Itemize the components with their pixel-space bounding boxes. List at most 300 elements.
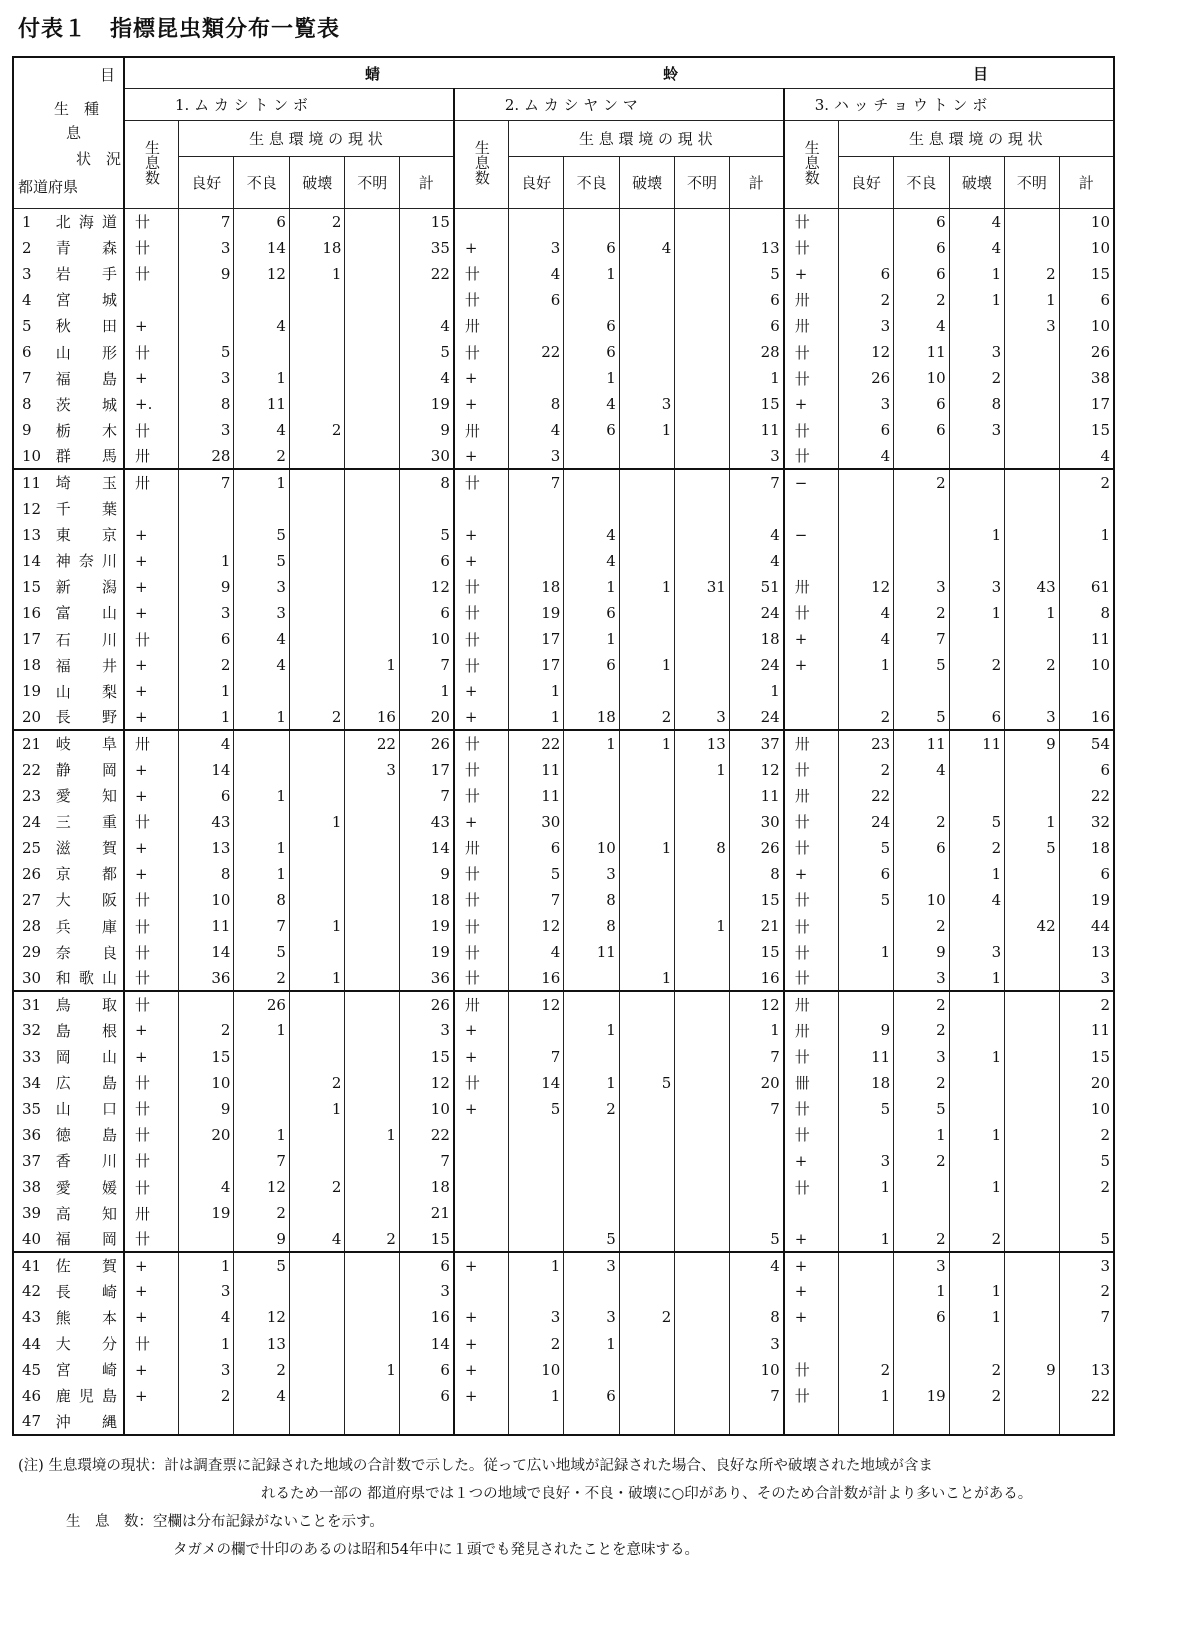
cell-s2-poor: 6: [564, 339, 620, 365]
cell-s1-unknown: [345, 1252, 399, 1278]
cell-s3-destroyed: 5: [949, 809, 1005, 835]
cell-s3-poor: 10: [894, 887, 950, 913]
cell-s1-total: 16: [399, 1304, 453, 1330]
cell-s3-unknown: [1005, 939, 1059, 965]
cell-s1-unknown: [345, 261, 399, 287]
table-row: [13, 809, 1114, 835]
cell-no: 18: [13, 652, 53, 678]
cell-s2-total: [729, 1409, 783, 1435]
cell-s2-count: +: [454, 548, 508, 574]
notes: [18, 1452, 1178, 1564]
cell-s2-total: 16: [729, 965, 783, 991]
cell-s1-destroyed: 2: [289, 704, 345, 730]
table-row: [13, 209, 1114, 235]
cell-s3-unknown: [1005, 1148, 1059, 1174]
cell-s1-unknown: [345, 1044, 399, 1070]
cell-s3-count: 卄: [784, 1044, 838, 1070]
species-3-env-col-4: 計: [1059, 157, 1114, 209]
cell-s3-total: 2: [1059, 1122, 1114, 1148]
cell-no: 38: [13, 1174, 53, 1200]
cell-s3-good: [838, 1409, 894, 1435]
cell-s2-good: 7: [508, 887, 564, 913]
cell-s3-count: 卌: [784, 1070, 838, 1096]
cell-s1-destroyed: [289, 1331, 345, 1357]
cell-s1-good: 5: [178, 339, 234, 365]
cell-s1-good: 8: [178, 391, 234, 417]
cell-pref: 滋 賀: [53, 835, 124, 861]
cell-s3-unknown: [1005, 365, 1059, 391]
cell-s2-poor: [564, 1409, 620, 1435]
cell-s3-count: 卄: [784, 1096, 838, 1122]
cell-s3-count: 卅: [784, 574, 838, 600]
cell-s3-destroyed: 1: [949, 1122, 1005, 1148]
cell-s1-good: 2: [178, 652, 234, 678]
cell-s1-count: +: [124, 756, 178, 782]
cell-s1-unknown: [345, 861, 399, 887]
cell-s3-good: [838, 1122, 894, 1148]
cell-s2-count: [454, 1122, 508, 1148]
cell-s3-destroyed: 8: [949, 391, 1005, 417]
cell-s3-count: 卄: [784, 1357, 838, 1383]
cell-s2-good: 19: [508, 600, 564, 626]
cell-s3-destroyed: [949, 1200, 1005, 1226]
cell-s3-total: 1: [1059, 522, 1114, 548]
cell-s2-count: 卄: [454, 861, 508, 887]
cell-s1-total: 19: [399, 913, 453, 939]
cell-s3-total: 10: [1059, 652, 1114, 678]
cell-s2-destroyed: [619, 1278, 675, 1304]
cell-s1-unknown: 2: [345, 1226, 399, 1252]
cell-s2-unknown: [675, 1017, 729, 1043]
cell-s1-poor: 8: [234, 887, 290, 913]
cell-s3-destroyed: [949, 1148, 1005, 1174]
cell-s1-count: +: [124, 1278, 178, 1304]
cell-s1-poor: 12: [234, 261, 290, 287]
cell-s3-destroyed: [949, 1070, 1005, 1096]
cell-pref: 兵 庫: [53, 913, 124, 939]
cell-s1-poor: 1: [234, 469, 290, 495]
cell-s1-poor: 5: [234, 548, 290, 574]
cell-s2-destroyed: 2: [619, 704, 675, 730]
cell-s3-poor: 6: [894, 417, 950, 443]
cell-s1-good: 36: [178, 965, 234, 991]
cell-no: 33: [13, 1044, 53, 1070]
cell-s2-good: [508, 1200, 564, 1226]
cell-s2-destroyed: [619, 600, 675, 626]
cell-s1-unknown: [345, 469, 399, 495]
table-row: [13, 1357, 1114, 1383]
cell-s1-destroyed: [289, 861, 345, 887]
cell-s1-good: 8: [178, 861, 234, 887]
cell-s3-destroyed: [949, 1252, 1005, 1278]
cell-s2-unknown: [675, 678, 729, 704]
cell-s1-good: 20: [178, 1122, 234, 1148]
cell-s1-good: 9: [178, 261, 234, 287]
cell-s3-unknown: 1: [1005, 287, 1059, 313]
cell-s3-unknown: [1005, 1122, 1059, 1148]
table-row: [13, 574, 1114, 600]
cell-s3-destroyed: 4: [949, 209, 1005, 235]
species-3-env-col-2: 破壊: [949, 157, 1005, 209]
cell-s3-total: 6: [1059, 756, 1114, 782]
table-row: [13, 391, 1114, 417]
cell-s2-destroyed: 1: [619, 652, 675, 678]
cell-s3-poor: [894, 548, 950, 574]
cell-s2-poor: 4: [564, 391, 620, 417]
cell-no: 2: [13, 235, 53, 261]
cell-s3-good: 3: [838, 1148, 894, 1174]
cell-s2-unknown: [675, 365, 729, 391]
table-row: [13, 1304, 1114, 1330]
cell-s2-unknown: 8: [675, 835, 729, 861]
species-2-env-col-4: 計: [729, 157, 783, 209]
cell-s1-destroyed: 2: [289, 1174, 345, 1200]
cell-s1-poor: 3: [234, 600, 290, 626]
cell-s2-poor: [564, 965, 620, 991]
cell-s1-destroyed: [289, 574, 345, 600]
cell-s1-destroyed: [289, 1409, 345, 1435]
cell-s2-poor: [564, 1357, 620, 1383]
cell-s2-poor: 6: [564, 313, 620, 339]
cell-s3-poor: [894, 1409, 950, 1435]
cell-s2-count: 卄: [454, 600, 508, 626]
cell-s3-good: 12: [838, 574, 894, 600]
cell-s2-total: 7: [729, 1383, 783, 1409]
species-1-name: 1. ム カ シ ト ン ボ: [124, 89, 454, 121]
cell-s3-count: 卄: [784, 235, 838, 261]
cell-s1-good: 4: [178, 1304, 234, 1330]
cell-s2-poor: 1: [564, 626, 620, 652]
cell-s1-unknown: [345, 1278, 399, 1304]
cell-pref: 広 島: [53, 1070, 124, 1096]
cell-s3-good: 24: [838, 809, 894, 835]
cell-s1-count: 卅: [124, 443, 178, 469]
cell-s2-count: +: [454, 809, 508, 835]
cell-s2-good: 4: [508, 417, 564, 443]
cell-s2-total: 26: [729, 835, 783, 861]
cell-s1-destroyed: [289, 443, 345, 469]
cell-s3-poor: 3: [894, 1044, 950, 1070]
cell-s2-destroyed: [619, 1383, 675, 1409]
cell-s1-count: +: [124, 365, 178, 391]
cell-s1-count: 卄: [124, 1148, 178, 1174]
table-row: [13, 1252, 1114, 1278]
cell-s3-destroyed: 1: [949, 861, 1005, 887]
cell-s1-count: 卄: [124, 965, 178, 991]
cell-s3-total: 5: [1059, 1226, 1114, 1252]
distribution-table: [12, 56, 1115, 1436]
cell-s3-total: 5: [1059, 1148, 1114, 1174]
cell-s2-count: +: [454, 1331, 508, 1357]
cell-s3-destroyed: 1: [949, 287, 1005, 313]
cell-s2-good: [508, 1122, 564, 1148]
cell-s1-count: +: [124, 548, 178, 574]
cell-s3-unknown: [1005, 1383, 1059, 1409]
cell-s1-count: +.: [124, 391, 178, 417]
species-1-env-col-2: 破壊: [289, 157, 345, 209]
cell-s1-total: 15: [399, 209, 453, 235]
cell-s3-count: 卅: [784, 287, 838, 313]
cell-s1-count: +: [124, 574, 178, 600]
cell-s1-count: 卄: [124, 1226, 178, 1252]
cell-pref: 岩 手: [53, 261, 124, 287]
cell-s2-good: 5: [508, 861, 564, 887]
cell-s1-count: +: [124, 1044, 178, 1070]
cell-s3-total: [1059, 1409, 1114, 1435]
cell-s1-good: 1: [178, 678, 234, 704]
species-2-env-col-0: 良好: [508, 157, 564, 209]
cell-s2-destroyed: [619, 939, 675, 965]
cell-s3-total: 19: [1059, 887, 1114, 913]
cell-s3-unknown: [1005, 522, 1059, 548]
cell-pref: 山 梨: [53, 678, 124, 704]
cell-no: 30: [13, 965, 53, 991]
cell-s3-good: 1: [838, 1383, 894, 1409]
cell-s1-destroyed: [289, 1357, 345, 1383]
cell-no: 3: [13, 261, 53, 287]
cell-s1-total: 6: [399, 1357, 453, 1383]
cell-s2-total: 5: [729, 1226, 783, 1252]
cell-s3-poor: [894, 496, 950, 522]
cell-s1-destroyed: 4: [289, 1226, 345, 1252]
cell-s1-unknown: 1: [345, 1122, 399, 1148]
cell-s2-poor: [564, 1174, 620, 1200]
cell-s1-count: [124, 1409, 178, 1435]
cell-s2-destroyed: [619, 1044, 675, 1070]
cell-s1-destroyed: [289, 678, 345, 704]
cell-s2-count: +: [454, 1017, 508, 1043]
cell-s3-unknown: 2: [1005, 261, 1059, 287]
cell-no: 45: [13, 1357, 53, 1383]
table-row: [13, 287, 1114, 313]
cell-s2-poor: 5: [564, 1226, 620, 1252]
cell-s3-destroyed: 2: [949, 1357, 1005, 1383]
cell-s2-count: [454, 1278, 508, 1304]
cell-s1-poor: [234, 1096, 290, 1122]
cell-s1-total: 30: [399, 443, 453, 469]
cell-s3-destroyed: 1: [949, 965, 1005, 991]
cell-s2-unknown: [675, 522, 729, 548]
cell-pref: 青 森: [53, 235, 124, 261]
cell-s1-good: 7: [178, 209, 234, 235]
cell-s3-good: [838, 1252, 894, 1278]
cell-s3-count: +: [784, 1226, 838, 1252]
cell-s2-count: 卄: [454, 939, 508, 965]
order-char-3: 目: [973, 65, 989, 83]
cell-s1-good: 3: [178, 365, 234, 391]
cell-s1-good: 3: [178, 1278, 234, 1304]
cell-s3-unknown: [1005, 1409, 1059, 1435]
cell-pref: 沖 縄: [53, 1409, 124, 1435]
cell-s2-good: 16: [508, 965, 564, 991]
species-1-env-col-0: 良好: [178, 157, 234, 209]
cell-s3-good: 2: [838, 1357, 894, 1383]
cell-s2-good: [508, 313, 564, 339]
cell-s2-unknown: [675, 443, 729, 469]
cell-s1-total: 19: [399, 939, 453, 965]
cell-s2-destroyed: [619, 1357, 675, 1383]
cell-s2-unknown: [675, 287, 729, 313]
cell-s2-total: [729, 1278, 783, 1304]
cell-s3-count: 卅: [784, 730, 838, 756]
cell-s1-unknown: [345, 496, 399, 522]
cell-s3-count: +: [784, 626, 838, 652]
cell-s3-destroyed: 11: [949, 730, 1005, 756]
cell-s2-destroyed: [619, 365, 675, 391]
cell-s3-total: 61: [1059, 574, 1114, 600]
cell-s2-good: [508, 548, 564, 574]
cell-pref: 富 山: [53, 600, 124, 626]
cell-s3-good: [838, 469, 894, 495]
cell-s2-destroyed: [619, 1122, 675, 1148]
cell-s3-unknown: [1005, 1044, 1059, 1070]
cell-s1-unknown: [345, 287, 399, 313]
cell-s1-poor: 2: [234, 1200, 290, 1226]
cell-s3-poor: [894, 1174, 950, 1200]
cell-s3-poor: 2: [894, 991, 950, 1017]
cell-s2-destroyed: [619, 756, 675, 782]
cell-s1-poor: 5: [234, 522, 290, 548]
cell-s2-poor: [564, 1200, 620, 1226]
cell-pref: 茨 城: [53, 391, 124, 417]
cell-s3-count: −: [784, 469, 838, 495]
cell-s2-poor: [564, 783, 620, 809]
cell-s1-count: +: [124, 1383, 178, 1409]
cell-s2-destroyed: [619, 626, 675, 652]
cell-s2-count: +: [454, 391, 508, 417]
cell-s1-total: 6: [399, 1383, 453, 1409]
cell-s2-poor: [564, 1044, 620, 1070]
cell-s3-poor: 2: [894, 1070, 950, 1096]
species-2-env-col-1: 不良: [564, 157, 620, 209]
cell-s1-count: 卄: [124, 991, 178, 1017]
cell-s1-unknown: [345, 1070, 399, 1096]
cell-s2-good: 7: [508, 1044, 564, 1070]
cell-s2-total: 4: [729, 522, 783, 548]
cell-s1-unknown: [345, 1096, 399, 1122]
cell-s1-destroyed: [289, 730, 345, 756]
cell-s1-destroyed: [289, 1278, 345, 1304]
cell-s3-unknown: [1005, 1304, 1059, 1330]
cell-s2-total: 28: [729, 339, 783, 365]
cell-s2-good: 8: [508, 391, 564, 417]
cell-s1-total: 35: [399, 235, 453, 261]
cell-s1-good: [178, 522, 234, 548]
cell-pref: 大 分: [53, 1331, 124, 1357]
cell-s2-unknown: [675, 1226, 729, 1252]
cell-s2-total: [729, 1122, 783, 1148]
species-3-env-col-1: 不良: [894, 157, 950, 209]
cell-pref: 新 潟: [53, 574, 124, 600]
cell-s2-total: 1: [729, 1017, 783, 1043]
cell-s1-destroyed: 18: [289, 235, 345, 261]
cell-pref: 群 馬: [53, 443, 124, 469]
cell-s3-good: 6: [838, 417, 894, 443]
cell-s3-destroyed: [949, 443, 1005, 469]
cell-no: 6: [13, 339, 53, 365]
cell-pref: 静 岡: [53, 756, 124, 782]
cell-s3-unknown: 3: [1005, 704, 1059, 730]
cell-s2-unknown: 31: [675, 574, 729, 600]
cell-s3-poor: [894, 1331, 950, 1357]
cell-s1-total: 26: [399, 730, 453, 756]
cell-s1-good: 14: [178, 756, 234, 782]
cell-s3-total: 7: [1059, 1304, 1114, 1330]
cell-s2-destroyed: [619, 1148, 675, 1174]
cell-s2-count: +: [454, 1357, 508, 1383]
cell-s2-unknown: [675, 235, 729, 261]
cell-pref: 奈 良: [53, 939, 124, 965]
cell-s3-unknown: [1005, 469, 1059, 495]
cell-s2-good: 1: [508, 678, 564, 704]
cell-s3-poor: 2: [894, 1017, 950, 1043]
cell-s1-poor: 4: [234, 626, 290, 652]
cell-s2-total: [729, 1174, 783, 1200]
cell-s3-poor: 7: [894, 626, 950, 652]
cell-s1-poor: 5: [234, 939, 290, 965]
cell-s1-unknown: [345, 235, 399, 261]
cell-s3-poor: 5: [894, 652, 950, 678]
cell-s1-unknown: [345, 417, 399, 443]
cell-s1-total: 3: [399, 1017, 453, 1043]
cell-s1-total: 6: [399, 548, 453, 574]
cell-s1-count: 卄: [124, 261, 178, 287]
cell-s2-good: 30: [508, 809, 564, 835]
cell-no: 25: [13, 835, 53, 861]
cell-s1-unknown: 1: [345, 1357, 399, 1383]
cell-s3-poor: 3: [894, 965, 950, 991]
cell-s1-good: [178, 991, 234, 1017]
cell-s1-count: 卄: [124, 1096, 178, 1122]
cell-s2-good: [508, 365, 564, 391]
cell-s1-destroyed: 1: [289, 913, 345, 939]
cell-s3-unknown: [1005, 626, 1059, 652]
cell-s1-destroyed: [289, 391, 345, 417]
cell-s2-destroyed: [619, 1409, 675, 1435]
cell-s3-total: 22: [1059, 783, 1114, 809]
cell-s1-poor: [234, 1044, 290, 1070]
cell-s3-unknown: [1005, 548, 1059, 574]
cell-s1-destroyed: [289, 1044, 345, 1070]
cell-s3-unknown: [1005, 443, 1059, 469]
cell-s2-destroyed: [619, 887, 675, 913]
cell-no: 43: [13, 1304, 53, 1330]
cell-s2-unknown: [675, 391, 729, 417]
cell-s1-unknown: [345, 522, 399, 548]
cell-s3-poor: 9: [894, 939, 950, 965]
cell-s3-count: 卄: [784, 1383, 838, 1409]
cell-no: 42: [13, 1278, 53, 1304]
cell-s1-count: 卄: [124, 235, 178, 261]
cell-s1-count: 卄: [124, 339, 178, 365]
cell-s2-count: 卅: [454, 417, 508, 443]
cell-s3-total: 11: [1059, 626, 1114, 652]
cell-s2-total: 20: [729, 1070, 783, 1096]
cell-s3-good: 4: [838, 443, 894, 469]
cell-s1-destroyed: [289, 548, 345, 574]
header-seishu: 生 種: [54, 100, 100, 118]
cell-s3-total: 26: [1059, 339, 1114, 365]
cell-s1-good: [178, 313, 234, 339]
cell-s1-total: 7: [399, 783, 453, 809]
cell-s3-count: 卅: [784, 1017, 838, 1043]
cell-s1-total: 10: [399, 626, 453, 652]
table-row: [13, 887, 1114, 913]
cell-s2-good: 12: [508, 913, 564, 939]
cell-s1-unknown: [345, 913, 399, 939]
cell-pref: 岐 阜: [53, 730, 124, 756]
cell-s1-unknown: [345, 574, 399, 600]
